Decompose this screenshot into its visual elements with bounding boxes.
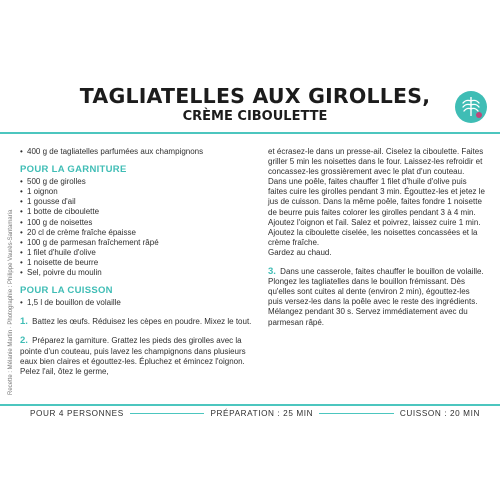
list-item: • Sel, poivre du moulin xyxy=(20,268,255,278)
list-item: • 20 cl de crème fraîche épaisse xyxy=(20,228,255,238)
list-item: • 1 botte de ciboulette xyxy=(20,207,255,217)
footer-divider xyxy=(130,413,205,414)
photo-credit: Recette : Mélanie Martin · Photographie : Philippe Vaurès-Santamaria xyxy=(8,209,14,395)
step-2-paragraph: Dans une poêle, faites chauffer 1 filet d'huile d'olive puis faites cuire les girolles pendant 3 min. Égouttez-les et jetez le jus de cuisson. Dans la même poêle, faites fondre 1 noisette de beurre puis faites colorer les girolles pendant 3 à 4 min. Ajoutez l'oignon et l'ail. Salez et poivrez, laissez cuire 1 min. Ajoutez la ciboulette ciselée, les noisettes concassées et la crème fraîche. xyxy=(268,177,486,247)
prep-time: PRÉPARATION : 25 MIN xyxy=(210,409,314,418)
list-item: • 1 oignon xyxy=(20,187,255,197)
bottom-divider xyxy=(0,404,500,406)
step-text: Préparez la garniture. Grattez les pieds des girolles avec la pointe d'un couteau, puis lavez les champignons dans plusieurs eaux bien claires et égouttez-les. Épluchez et émincez l'oignon. Pelez l'ail, ôtez le germe, xyxy=(20,336,246,376)
cuisson-list xyxy=(20,298,255,308)
step-text: Dans une casserole, faites chauffer le bouillon de volaille. Plongez les tagliatelles dans le bouillon frémissant. Dès qu'elles sont cuites al dente (environ 2 min), égouttez-les puis versez-les dans la poêle avec le reste des ingrédients. Mélangez pendant 30 s. Servez immédiatement avec du parmesan râpé. xyxy=(268,267,484,327)
list-item: • 1 filet d'huile d'olive xyxy=(20,248,255,258)
list-item: • 100 g de parmesan fraîchement râpé xyxy=(20,238,255,248)
top-divider xyxy=(0,132,500,134)
step-number: 2. xyxy=(20,335,28,347)
servings: POUR 4 PERSONNES xyxy=(30,409,124,418)
step-2-paragraph-end: Gardez au chaud. xyxy=(268,247,332,257)
recipe-footer xyxy=(30,409,480,418)
step-text: Battez les œufs. Réduisez les cèpes en poudre. Mixez le tout. xyxy=(32,317,252,327)
garniture-list xyxy=(20,177,255,278)
list-item: • 500 g de girolles xyxy=(20,177,255,187)
step-2 xyxy=(20,336,255,376)
step-number: 3. xyxy=(268,266,276,278)
list-item: • 1,5 l de bouillon de volaille xyxy=(20,298,255,308)
cook-time: CUISSON : 20 MIN xyxy=(399,409,480,418)
footer-divider xyxy=(319,413,394,414)
list-item: • 100 g de noisettes xyxy=(20,218,255,228)
garniture-heading: POUR LA GARNITURE xyxy=(20,164,127,176)
cuisson-heading: POUR LA CUISSON xyxy=(20,285,113,297)
step-2-continued: et écrasez-le dans un presse-ail. Ciselez la ciboulette. Faites griller 5 min les noisettes dans le four. Laissez-les refroidir et concassez-les grossièrement avec le plat d'un couteau. xyxy=(268,147,484,177)
recipe-subtitle: CRÈME CIBOULETTE xyxy=(182,109,328,124)
list-item: • 400 g de tagliatelles parfumées aux champignons xyxy=(20,147,255,157)
step-number: 1. xyxy=(20,316,28,328)
list-item: • 1 gousse d'ail xyxy=(20,197,255,207)
step-1 xyxy=(20,317,255,327)
intro-ingredients xyxy=(20,147,255,157)
leaf-badge-icon xyxy=(454,90,488,124)
step-3 xyxy=(268,267,486,328)
recipe-title: TAGLIATELLES AUX GIROLLES, xyxy=(79,84,431,108)
list-item: • 1 noisette de beurre xyxy=(20,258,255,268)
right-column xyxy=(268,147,486,328)
left-column xyxy=(20,147,255,377)
